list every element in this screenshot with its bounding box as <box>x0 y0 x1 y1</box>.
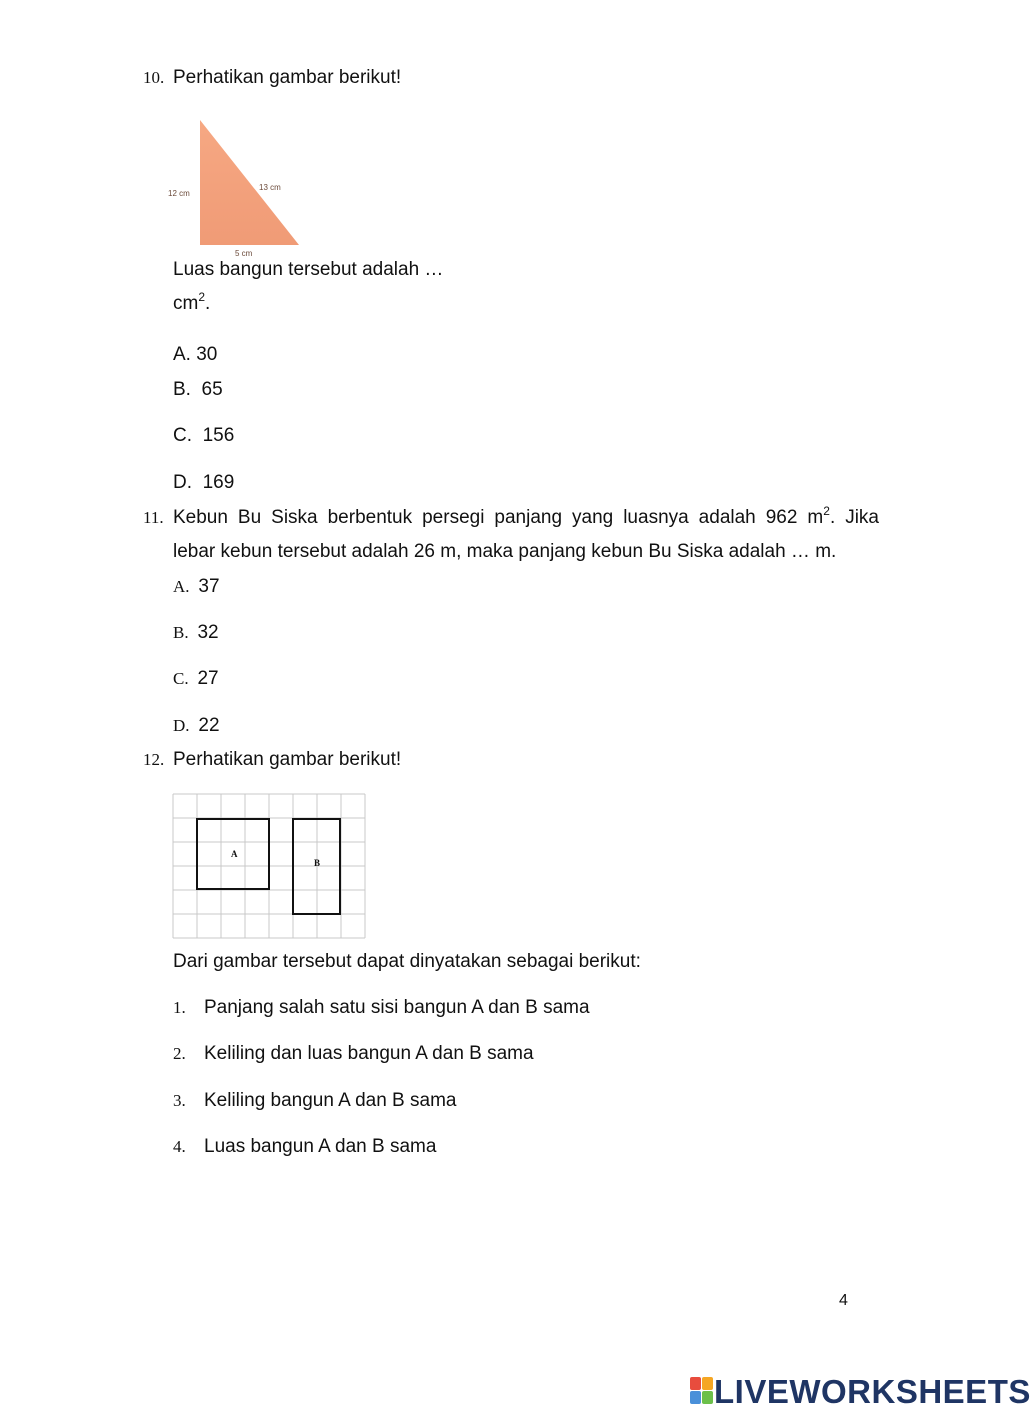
q11-option-a[interactable]: A. 37 <box>173 576 220 597</box>
q11-number: 11. <box>143 508 164 527</box>
q11-option-c[interactable]: C. 27 <box>173 668 219 689</box>
q12-statement-3-text: Keliling bangun A dan B sama <box>204 1090 457 1111</box>
q12-statement-2-text: Keliling dan luas bangun A dan B sama <box>204 1043 534 1064</box>
liveworksheets-logo-icon <box>690 1377 714 1405</box>
q10-option-a[interactable]: A. 30 <box>173 344 218 365</box>
q12-statement-4: 4. <box>173 1137 186 1156</box>
right-triangle <box>200 120 299 245</box>
q10-prompt: Perhatikan gambar berikut! <box>173 67 402 88</box>
q12-statement-4-text: Luas bangun A dan B sama <box>204 1136 437 1157</box>
triangle-label-left: 12 cm <box>168 189 190 198</box>
q12-statement-2: 2. <box>173 1044 186 1063</box>
q10-option-d[interactable]: D. 169 <box>173 472 235 493</box>
q12-number: 12. <box>143 750 165 769</box>
q11-option-d[interactable]: D. 22 <box>173 715 220 736</box>
q10-number: 10. <box>143 68 165 87</box>
q10-question-line1: Luas bangun tersebut adalah … <box>173 259 444 280</box>
q12-statement-3: 3. <box>173 1091 186 1110</box>
q11-line2: lebar kebun tersebut adalah 26 m, maka panjang kebun Bu Siska adalah … m. <box>173 541 837 562</box>
q11-option-b[interactable]: B. 32 <box>173 622 219 643</box>
liveworksheets-brand: LIVEWORKSHEETS <box>714 1373 1031 1410</box>
q11-line1: Kebun Bu Siska berbentuk persegi panjang yang luasnya adalah 962 $m^2$. Jika <box>173 504 879 528</box>
triangle-label-bottom: 5 cm <box>235 249 253 258</box>
q12-statement-1: 1. <box>173 998 186 1017</box>
q12-prompt: Perhatikan gambar berikut! <box>173 749 402 770</box>
page-number: 4 <box>839 1292 848 1309</box>
q12-grid-figure <box>172 793 366 941</box>
shape-b-label: B <box>314 858 321 868</box>
triangle-label-hypotenuse: 13 cm <box>259 183 281 192</box>
q12-statement-1-text: Panjang salah satu sisi bangun A dan B sama <box>204 997 590 1018</box>
q10-option-b[interactable]: B. 65 <box>173 379 223 400</box>
shape-a-label: A <box>231 849 238 859</box>
q10-question-unit: $cm^2$. <box>173 290 211 314</box>
q10-triangle-figure <box>160 112 310 260</box>
q12-intro: Dari gambar tersebut dapat dinyatakan sebagai berikut: <box>173 951 641 972</box>
q10-option-c[interactable]: C. 156 <box>173 425 235 446</box>
